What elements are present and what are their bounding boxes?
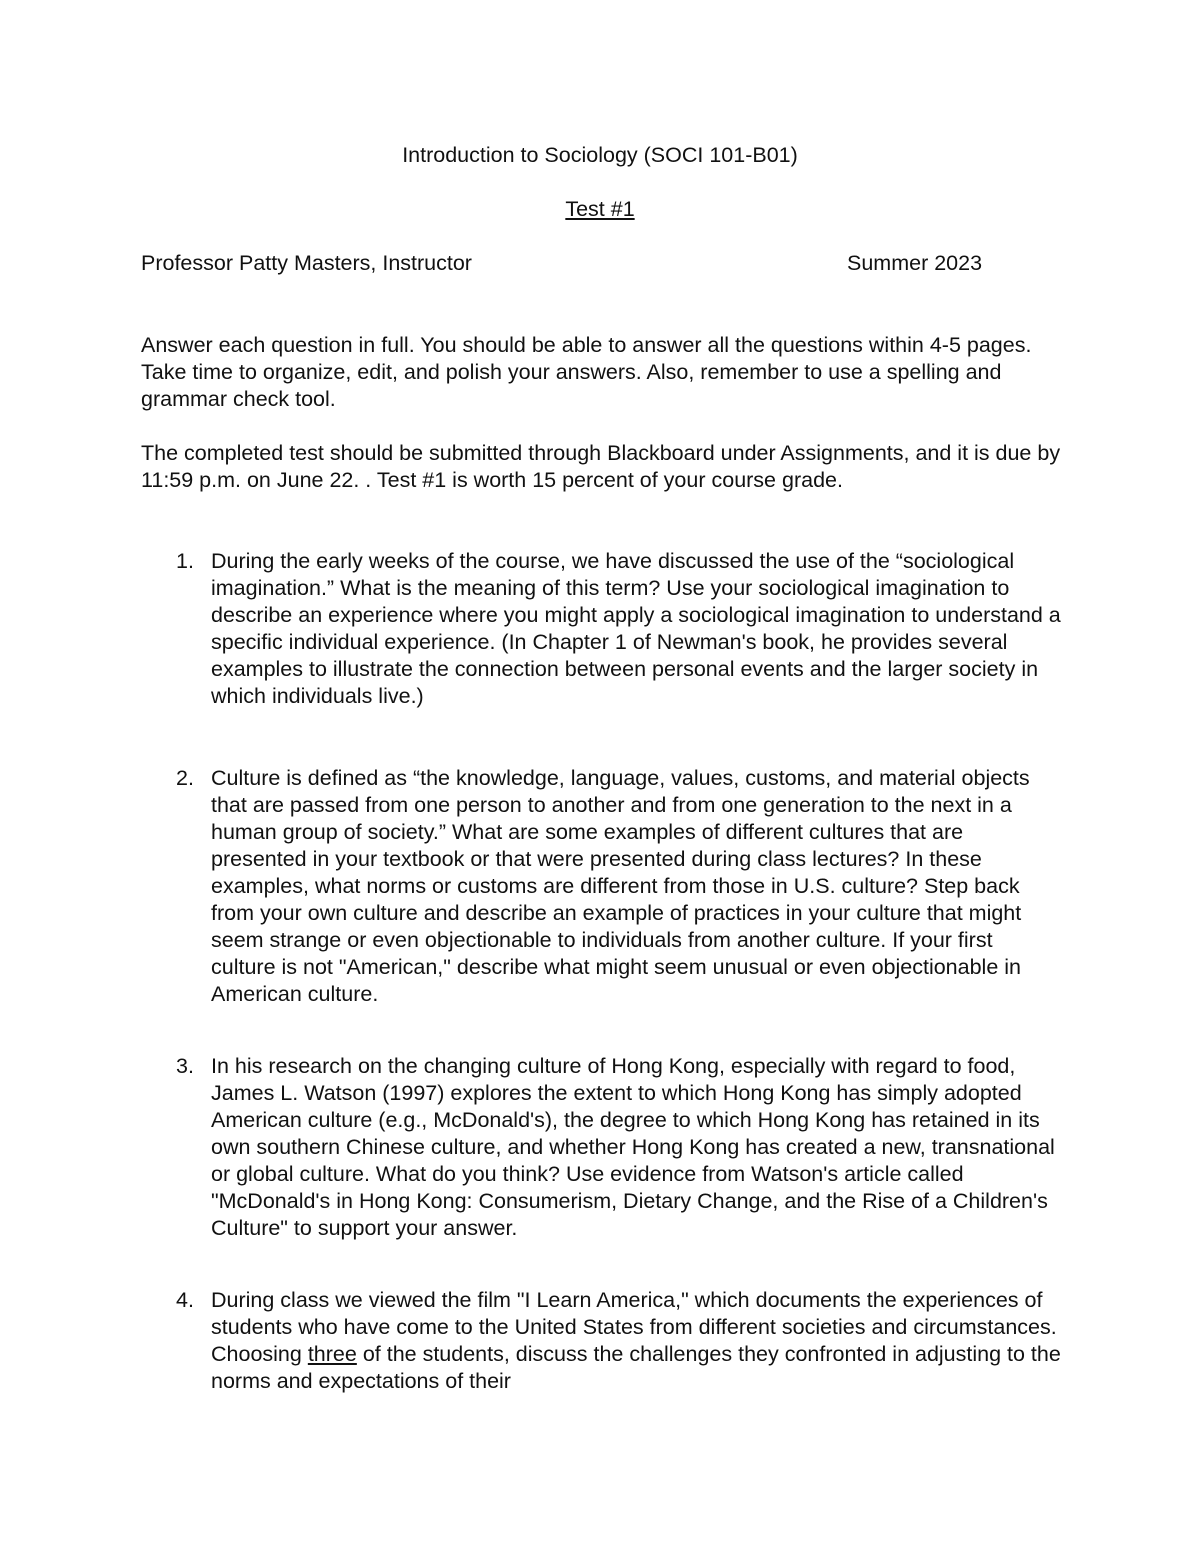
question-text: Culture is defined as “the knowledge, language, values, customs, and material objects that are passed from one person to another and from one generation to the next in a human group of society.” What are some examples of different cultures that are presented in your textbook or that were presented during class lectures? In these examples, what norms or customs are different from those in U.S. culture? Step back from your own culture and describe an example of practices in your culture that might seem strange or even objectionable to individuals from another culture. If your first culture is not "American," describe what might seem unusual or even objectionable in American culture. xyxy=(211,766,1030,1006)
question-text-part: During class we viewed the film "I Learn America," which documents the experiences of students who have come to the United States from different societies and circumstances. Choosing xyxy=(211,1288,1057,1366)
question-text: In his research on the changing culture of Hong Kong, especially with regard to food, James L. Watson (1997) explores the extent to which Hong Kong has simply adopted American culture (e.g., McDonald's), the degree to which Hong Kong has retained in its own southern Chinese culture, and whether Hong Kong has created a new, transnational or global culture. What do you think? Use evidence from Watson's article called "McDonald's in Hong Kong: Consumerism, Dietary Change, and the Rise of a Children's Culture" to support your answer. xyxy=(211,1054,1055,1240)
question-text: During the early weeks of the course, we have discussed the use of the “sociological imagination.” What is the meaning of this term? Use your sociological imagination to describe an experience where you might apply a sociological imagination to understand a specific individual experience. (In Chapter 1 of Newman's book, he provides several examples to illustrate the connection between personal events and the larger society in which individuals live.) xyxy=(211,549,1061,708)
instructions-paragraph: Answer each question in full. You should be able to answer all the questions within 4-5 pages. Take time to organize, edit, and polish your answers. Also, remember to use a spelling and grammar check tool. xyxy=(141,333,1032,411)
question-number: 1. xyxy=(176,549,194,573)
question-number: 4. xyxy=(176,1288,194,1312)
instructor-name: Professor Patty Masters, Instructor xyxy=(141,251,472,275)
question-number: 2. xyxy=(176,766,194,790)
test-title: Test #1 xyxy=(565,197,635,221)
question-text xyxy=(211,1287,1061,1395)
course-title: Introduction to Sociology (SOCI 101-B01) xyxy=(402,143,798,167)
course-term: Summer 2023 xyxy=(847,251,983,275)
question-text-part: of the students, discuss the challenges they confronted in adjusting to the norms and expectations of their xyxy=(211,1342,1061,1393)
underlined-emphasis: three xyxy=(307,1342,357,1366)
question-number: 3. xyxy=(176,1054,194,1078)
submission-paragraph: The completed test should be submitted through Blackboard under Assignments, and it is due by 11:59 p.m. on June 22. . Test #1 is worth 15 percent of your course grade. xyxy=(141,441,1061,492)
